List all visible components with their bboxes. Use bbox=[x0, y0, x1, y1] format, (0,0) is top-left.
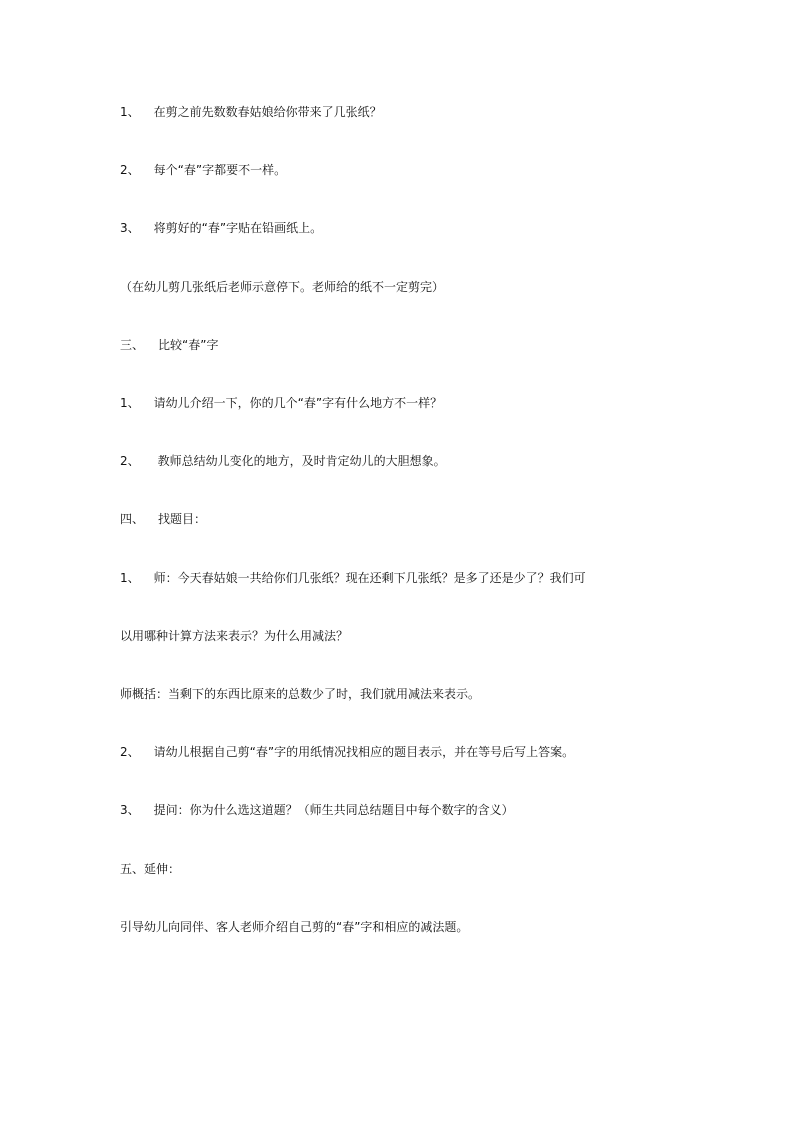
line-text: 以用哪种计算方法来表示？为什么用减法？ bbox=[120, 629, 349, 643]
section-title: 比较“春”字 bbox=[158, 338, 219, 352]
section-title: 五、延伸： bbox=[120, 862, 181, 876]
line-number: 2、 bbox=[120, 454, 140, 468]
section-extension-heading bbox=[120, 861, 720, 877]
step-count-paper bbox=[120, 104, 720, 120]
line-text: 引导幼儿向同伴、客人老师介绍自己剪的“春”字和相应的减法题。 bbox=[120, 920, 469, 934]
line-number: 3、 bbox=[120, 221, 140, 235]
line-text: 教师总结幼儿变化的地方，及时肯定幼儿的大胆想象。 bbox=[157, 454, 446, 468]
line-number: 1、 bbox=[120, 396, 140, 410]
line-number: 2、 bbox=[120, 745, 140, 759]
line-text: （在幼儿剪几张纸后老师示意停下。老师给的纸不一定剪完） bbox=[120, 280, 445, 294]
section-compare-heading bbox=[120, 337, 720, 353]
teacher-question-continued bbox=[120, 628, 720, 644]
line-text: 请幼儿根据自己剪“春”字的用纸情况找相应的题目表示，并在等号后写上答案。 bbox=[153, 745, 575, 759]
line-number: 2、 bbox=[120, 163, 140, 177]
step-paste-characters bbox=[120, 220, 720, 236]
teacher-conclusion bbox=[120, 686, 720, 702]
line-number: 3、 bbox=[120, 803, 140, 817]
line-text: 师概括：当剩下的东西比原来的总数少了时，我们就用减法来表示。 bbox=[120, 687, 481, 701]
step-teacher-summary bbox=[120, 453, 720, 469]
section-number: 四、 bbox=[120, 512, 145, 526]
step-teacher-question bbox=[120, 570, 720, 586]
line-text: 将剪好的“春”字贴在铅画纸上。 bbox=[153, 221, 323, 235]
line-text: 请幼儿介绍一下，你的几个“春”字有什么地方不一样？ bbox=[153, 396, 443, 410]
line-number: 1、 bbox=[120, 105, 140, 119]
extension-activity bbox=[120, 919, 720, 935]
line-text: 每个“春”字都要不一样。 bbox=[153, 163, 287, 177]
section-title: 找题目： bbox=[158, 512, 207, 526]
line-number: 1、 bbox=[120, 571, 140, 585]
section-find-problem-heading bbox=[120, 511, 720, 527]
step-introduce-characters bbox=[120, 395, 720, 411]
step-ask-question bbox=[120, 802, 720, 818]
line-text: 在剪之前先数数春姑娘给你带来了几张纸？ bbox=[153, 105, 382, 119]
teacher-note bbox=[120, 279, 720, 295]
step-write-answer bbox=[120, 744, 720, 760]
step-different-characters bbox=[120, 162, 720, 178]
line-text: 提问：你为什么选这道题？（师生共同总结题目中每个数字的含义） bbox=[153, 803, 514, 817]
section-number: 三、 bbox=[120, 338, 145, 352]
line-text: 师：今天春姑娘一共给你们几张纸？现在还剩下几张纸？是多了还是少了？我们可 bbox=[153, 571, 586, 585]
